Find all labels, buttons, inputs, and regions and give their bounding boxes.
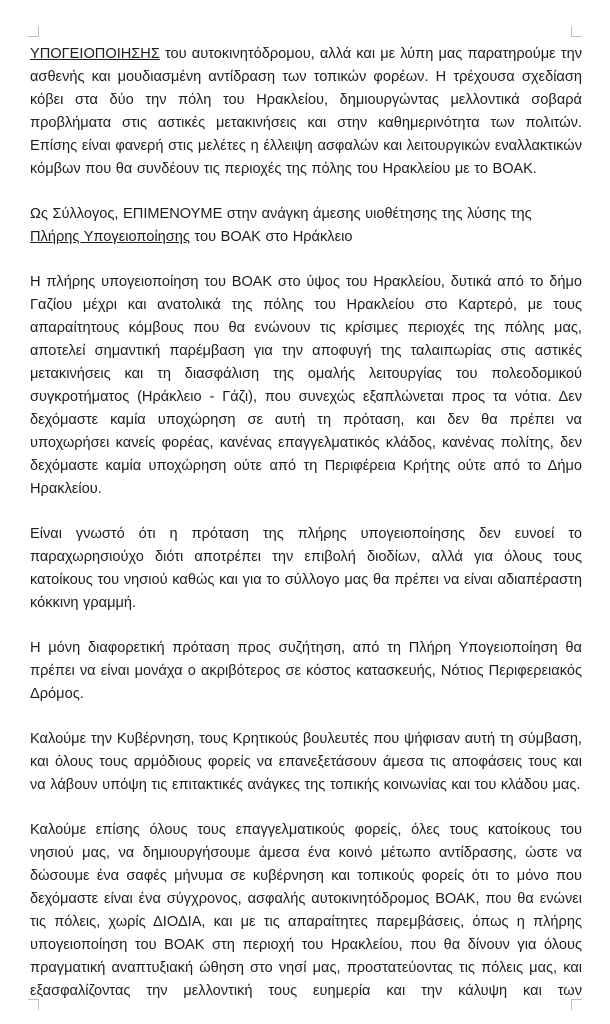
- paragraph-3: Η πλήρης υπογειοποίηση του ΒΟΑΚ στο ύψος του Ηρακλείου, δυτικά από το δήμο Γαζίου μέχρι και ανατολικά της πόλης του Ηρακλείου στο Καρτερό, με τους απαραίτητους κόμβους που θα ενώνουν τις κρίσιμες περιοχές της πόλης μας, αποτελεί σημαντική παρέμβαση για την αποφυγή της ταλαιπωρίας στις αστικές μετακινήσεις και τη διασφάλιση της ομαλής λειτουργίας του πολεοδομικού συγκροτήματος (Ηράκλειο - Γάζι), που συνεχώς εξαπλώνεται προς τα νότια. Δεν δεχόμαστε καμία υποχώρηση σε αυτή τη πρόταση, και δεν θα πρέπει να υποχωρήσει κανείς φορέας, κανένας επαγγελματικός κλάδος, κανένας πολίτης, δεν δεχόμαστε καμία υποχώρηση ούτε από τη Περιφέρεια Κρήτης ούτε από το Δήμο Ηρακλείου.: [30, 274, 582, 497]
- paragraph-2: [30, 203, 582, 249]
- paragraph-4: Είναι γνωστό ότι η πρόταση της πλήρης υπογειοποίησης δεν ευνοεί το παραχωρησιούχο διότι αποτρέπει την επιβολή διοδίων, αλλά για όλους τους κατοίκους του νησιού καθώς και για το σύλλογο μας θα πρέπει να είναι αδιαπέραστη κόκκινη γραμμή.: [30, 526, 582, 611]
- page-corner-mark: [571, 26, 582, 37]
- paragraph-1-text: του αυτοκινητόδρομου, αλλά και με λύπη μας παρατηρούμε την ασθενής και μουδιασμένη αντίδραση των τοπικών φορέων. Η τρέχουσα σχεδίαση κόβει στα δύο την πόλη του Ηρακλείου, δημιουργώντας μελλοντικά σοβαρά προβλήματα στις αστικές μετακινήσεις και στην καθημερινότητα των πολιτών. Επίσης είναι φανερή στις μελέτες η έλλειψη ασφαλών και λειτουργικών εναλλακτικών κόμβων που θα συνδέουν τις περιοχές της πόλης του Ηρακλείου με το ΒΟΑΚ.: [30, 46, 582, 177]
- paragraph-7: Καλούμε επίσης όλους τους επαγγελματικούς φορείς, όλες τους κατοίκους του νησιού μας, να δημιουργήσουμε άμεσα ένα κοινό μέτωπο αντίδρασης, ώστε να δώσουμε ένα σαφές μήνυμα σε κυβέρνηση και τοπικούς φορείς ότι το μόνο που δεχόμαστε είναι ένα σύγχρονος, ασφαλής αυτοκινητόδρομος ΒΟΑΚ, που θα ενώνει τις πόλεις, χωρίς ΔΙΟΔΙΑ, και με τις απαραίτητες παρεμβάσεις, όπως η πλήρης υπογειοποίηση του ΒΟΑΚ στη περιοχή του Ηρακλείου, που θα δίνουν για όλους πραγματική αναπτυξιακή ώθηση στο νησί μας, προστατεύοντας τις πόλεις μας, και εξασφαλίζοντας την μελλοντική τους ευημερία και την κάλυψη και των: [30, 822, 582, 999]
- paragraph-6: Καλούμε την Κυβέρνηση, τους Κρητικούς βουλευτές που ψήφισαν αυτή τη σύμβαση, και όλους τους αρμόδιους φορείς να επανεξετάσουν άμεσα τις αποφάσεις τους και να λάβουν υπόψη τις επιτακτικές ανάγκες της τοπικής κοινωνίας και του κλάδου μας.: [30, 731, 582, 793]
- paragraph-2-text: Ως Σύλλογος, ΕΠΙΜΕΝΟΥΜΕ στην ανάγκη άμεσης υιοθέτησης της λύσης της: [30, 206, 532, 222]
- paragraph-2-tail: του ΒΟΑΚ στο Ηράκλειο: [189, 229, 353, 245]
- paragraph-1: [30, 43, 582, 181]
- document-page: [30, 43, 582, 1003]
- paragraph-5: Η μόνη διαφορετική πρόταση προς συζήτηση, από τη Πλήρη Υπογειοποίηση θα πρέπει να είναι μονάχα ο ακριβότερος σε κόστος κατασκευής, Νότιος Περιφερειακός Δρόμος.: [30, 640, 582, 702]
- paragraph-1-lead: ΥΠΟΓΕΙΟΠΟΙΗΣΗΣ: [30, 46, 160, 62]
- paragraph-2-underlined: Πλήρης Υπογειοποίησης: [30, 229, 190, 245]
- page-corner-mark: [28, 26, 39, 37]
